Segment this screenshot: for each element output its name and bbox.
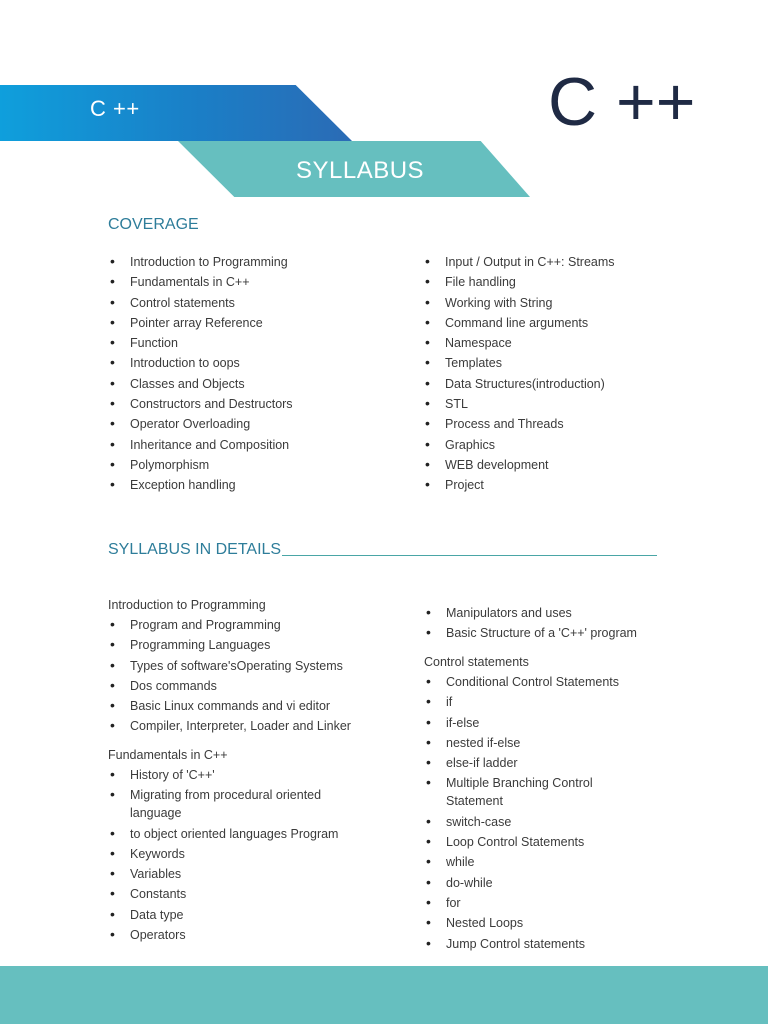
fundamentals-section-title: Fundamentals in C++ xyxy=(108,748,228,762)
list-item: • Program and Programming xyxy=(108,616,408,634)
list-item: • Constructors and Destructors xyxy=(108,395,408,413)
fundamentals-list xyxy=(108,766,370,946)
list-item: • Nested Loops xyxy=(424,914,624,932)
details-divider xyxy=(282,555,657,556)
list-item: • Classes and Objects xyxy=(108,375,408,393)
coverage-list-right xyxy=(423,253,723,497)
list-item: • Command line arguments xyxy=(423,314,723,332)
list-item: • Pointer array Reference xyxy=(108,314,408,332)
list-item: • for xyxy=(424,894,624,912)
header-banner-blue xyxy=(0,85,352,141)
list-item: • Loop Control Statements xyxy=(424,833,624,851)
list-item: • Process and Threads xyxy=(423,415,723,433)
list-item: • if-else xyxy=(424,714,624,732)
list-item: • Introduction to Programming xyxy=(108,253,408,271)
list-item: • Function xyxy=(108,334,408,352)
list-item: • Templates xyxy=(423,354,723,372)
list-item: • Control statements xyxy=(108,294,408,312)
list-item: • Programming Languages xyxy=(108,636,408,654)
banner-label: C ++ xyxy=(90,96,140,121)
list-item: • nested if-else xyxy=(424,734,624,752)
list-item: • Operators xyxy=(108,926,370,944)
list-item: • Exception handling xyxy=(108,476,408,494)
list-item: • Project xyxy=(423,476,723,494)
list-item: • Inheritance and Composition xyxy=(108,436,408,454)
list-item: • Polymorphism xyxy=(108,456,408,474)
list-item: • Multiple Branching Control Statement xyxy=(424,774,624,810)
coverage-heading: COVERAGE xyxy=(108,216,199,233)
list-item: • Keywords xyxy=(108,845,370,863)
list-item: • to object oriented languages Program xyxy=(108,825,370,843)
control-section-title: Control statements xyxy=(424,655,529,669)
list-item: • Namespace xyxy=(423,334,723,352)
page-title: C ++ xyxy=(548,64,696,140)
list-item: • Basic Linux commands and vi editor xyxy=(108,697,408,715)
details-heading: SYLLABUS IN DETAILS xyxy=(108,541,282,558)
list-item: • Variables xyxy=(108,865,370,883)
list-item: • Working with String xyxy=(423,294,723,312)
control-list xyxy=(424,673,624,955)
list-item: • Migrating from procedural oriented language xyxy=(108,786,370,822)
list-item: • while xyxy=(424,853,624,871)
intro-section-title: Introduction to Programming xyxy=(108,598,266,612)
list-item: • WEB development xyxy=(423,456,723,474)
list-item: • Introduction to oops xyxy=(108,354,408,372)
list-item: • Basic Structure of a 'C++' program xyxy=(424,624,724,642)
list-item: • Operator Overloading xyxy=(108,415,408,433)
syllabus-label: SYLLABUS xyxy=(296,157,425,184)
list-item: • File handling xyxy=(423,273,723,291)
list-item: • if xyxy=(424,693,624,711)
list-item: • Compiler, Interpreter, Loader and Linker xyxy=(108,717,408,735)
footer-bar xyxy=(0,966,768,1024)
list-item: • Jump Control statements xyxy=(424,935,624,953)
list-item: • Data type xyxy=(108,906,370,924)
list-item: • Graphics xyxy=(423,436,723,454)
list-item: • Constants xyxy=(108,885,370,903)
list-item: • Conditional Control Statements xyxy=(424,673,624,691)
list-item: • STL xyxy=(423,395,723,413)
list-item: • else-if ladder xyxy=(424,754,624,772)
list-item: • Types of software'sOperating Systems xyxy=(108,657,408,675)
list-item: • Input / Output in C++: Streams xyxy=(423,253,723,271)
list-item: • switch-case xyxy=(424,813,624,831)
list-item: • Manipulators and uses xyxy=(424,604,724,622)
list-item: • do-while xyxy=(424,874,624,892)
list-item: • Fundamentals in C++ xyxy=(108,273,408,291)
list-item: • Data Structures(introduction) xyxy=(423,375,723,393)
list-item: • Dos commands xyxy=(108,677,408,695)
list-item: • History of 'C++' xyxy=(108,766,370,784)
intro-list xyxy=(108,616,408,738)
fundamentals-cont-list xyxy=(424,604,724,645)
coverage-list-left xyxy=(108,253,408,497)
